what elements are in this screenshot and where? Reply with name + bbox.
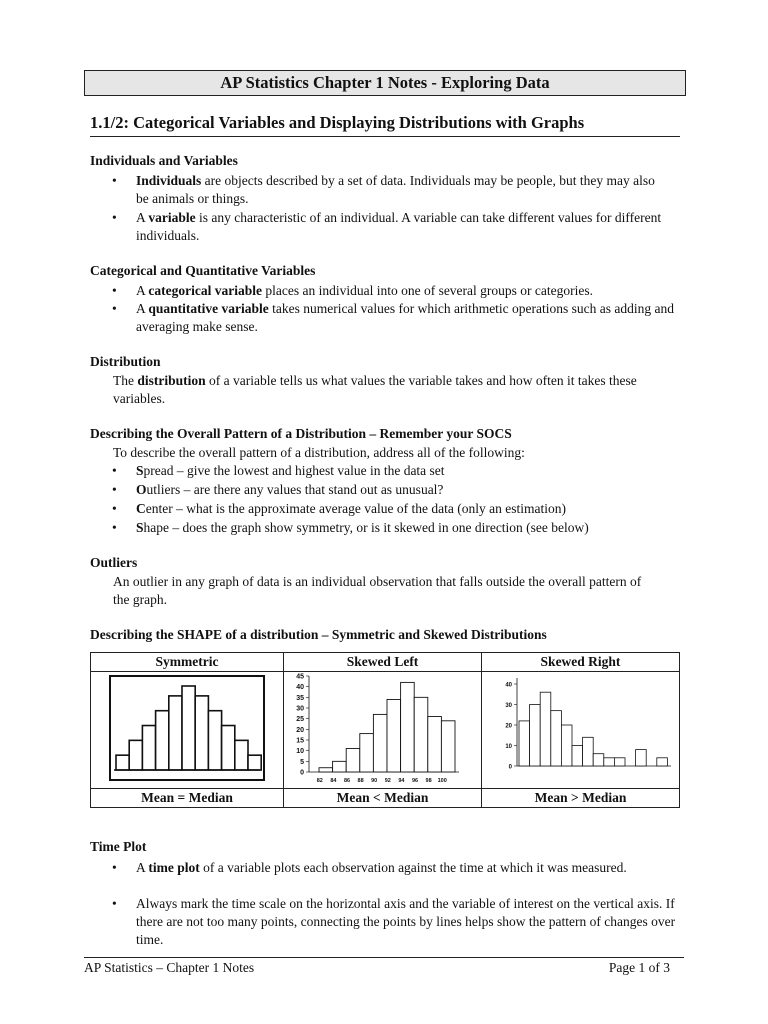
footer-page-number: Page 1 of 3 — [608, 960, 670, 975]
individuals-definition: Individuals are objects described by a set of data. Individuals may be people, but they may also be animals or things. — [136, 173, 655, 206]
skewed-right-bar — [540, 692, 551, 766]
bullet-icon: • — [112, 463, 117, 478]
skewed-left-bar — [387, 699, 401, 772]
symmetric-bar — [248, 755, 261, 770]
skewed-right-bar — [635, 750, 646, 766]
y-tick-label: 10 — [295, 748, 304, 756]
symmetric-bar — [222, 726, 235, 770]
heading-time-plot: Time Plot — [90, 839, 147, 854]
skewed-left-cell — [284, 672, 482, 789]
y-tick-label: 0 — [508, 764, 512, 771]
bullet-icon: • — [112, 501, 117, 516]
y-tick-label: 0 — [299, 769, 304, 777]
y-tick-label: 10 — [504, 744, 512, 750]
foot-symmetric: Mean = Median — [91, 789, 284, 808]
skewed-right-bar — [614, 758, 625, 766]
symmetric-bar — [182, 686, 195, 770]
y-tick-label: 5 — [299, 758, 304, 766]
skewed-right-bar — [582, 737, 593, 766]
socs-shape: Shape – does the graph show symmetry, or is it skewed in one direction (see below) — [136, 520, 589, 535]
shape-table — [90, 652, 680, 808]
symmetric-histogram — [92, 672, 282, 784]
y-tick-label: 15 — [295, 737, 304, 745]
outliers-definition: An outlier in any graph of data is an individual observation that falls outside the overall pattern of the graph. — [113, 574, 642, 607]
heading-categorical-quantitative: Categorical and Quantitative Variables — [90, 263, 316, 278]
categorical-definition: A categorical variable places an individual into one of several groups or categories. — [136, 283, 594, 298]
symmetric-bar — [116, 755, 129, 770]
y-tick-label: 40 — [295, 684, 304, 692]
bullet-icon: • — [112, 896, 117, 911]
x-tick-label: 92 — [384, 778, 391, 784]
bullet-icon: • — [112, 860, 117, 875]
skewed-left-bar — [441, 721, 455, 772]
footer-divider — [84, 957, 684, 958]
skewed-left-bar — [414, 697, 428, 772]
y-tick-label: 25 — [295, 716, 304, 724]
symmetric-bar — [208, 711, 221, 770]
foot-skewed-left: Mean < Median — [284, 789, 482, 808]
skewed-left-bar — [373, 714, 387, 772]
skewed-right-bar — [572, 746, 583, 767]
x-tick-label: 88 — [357, 778, 364, 784]
skewed-right-bar — [550, 711, 561, 766]
y-tick-label: 30 — [504, 703, 512, 709]
skewed-right-cell — [482, 672, 680, 789]
time-plot-guidance: Always mark the time scale on the horizontal axis and the variable of interest on the vertical axis. If there are not too many points, connecting the points by lines helps show the pattern of changes over time. — [136, 896, 676, 947]
skewed-left-bar — [400, 682, 414, 772]
footer-left: AP Statistics – Chapter 1 Notes — [84, 960, 255, 975]
col-skewed-left: Skewed Left — [284, 653, 482, 672]
heading-outliers: Outliers — [90, 555, 138, 570]
socs-outliers: Outliers – are there any values that stand out as unusual? — [136, 482, 444, 497]
heading-distribution: Distribution — [90, 354, 161, 369]
x-tick-label: 96 — [411, 778, 418, 784]
symmetric-bar — [156, 711, 169, 770]
skewed-right-bar — [529, 705, 540, 767]
y-tick-label: 30 — [295, 705, 304, 713]
skewed-right-bar — [519, 721, 530, 766]
skewed-right-bar — [593, 754, 604, 766]
y-tick-label: 20 — [504, 723, 512, 730]
skewed-right-bar — [561, 725, 572, 766]
symmetric-bar — [142, 726, 155, 770]
symmetric-cell — [91, 672, 284, 789]
document-title: AP Statistics Chapter 1 Notes - Exploring Data — [84, 70, 686, 96]
skewed-left-bar — [332, 761, 346, 772]
x-tick-label: 100 — [437, 778, 447, 784]
x-tick-label: 84 — [329, 778, 336, 784]
x-tick-label: 82 — [316, 778, 323, 784]
bullet-icon: • — [112, 520, 117, 535]
bullet-icon: • — [112, 482, 117, 497]
skewed-left-bar — [346, 749, 360, 772]
skewed-left-histogram — [285, 672, 481, 784]
skewed-left-bar — [359, 734, 373, 772]
skewed-left-bar — [319, 768, 333, 772]
skewed-left-bar — [427, 717, 441, 772]
col-symmetric: Symmetric — [91, 653, 284, 672]
foot-skewed-right: Mean > Median — [482, 789, 680, 808]
bullet-icon: • — [112, 283, 117, 298]
heading-shape: Describing the SHAPE of a distribution – Symmetric and Skewed Distributions — [90, 627, 547, 642]
distribution-definition: The distribution of a variable tells us what values the variable takes and how often it takes these variables. — [113, 373, 637, 406]
socs-spread: Spread – give the lowest and highest value in the data set — [136, 463, 445, 478]
symmetric-bar — [235, 740, 248, 770]
symmetric-bar — [129, 740, 142, 770]
heading-individuals: Individuals and Variables — [90, 153, 238, 168]
socs-intro: To describe the overall pattern of a distribution, address all of the following: — [113, 445, 525, 460]
socs-center: Center – what is the approximate average value of the data (only an estimation) — [136, 501, 566, 516]
skewed-right-histogram — [483, 672, 679, 784]
col-skewed-right: Skewed Right — [482, 653, 680, 672]
bullet-icon: • — [112, 173, 117, 188]
symmetric-bar — [195, 696, 208, 770]
y-tick-label: 20 — [295, 726, 304, 734]
skewed-right-bar — [603, 758, 614, 766]
bullet-icon: • — [112, 210, 117, 225]
x-tick-label: 86 — [343, 778, 350, 784]
section-title: 1.1/2: Categorical Variables and Displaying Distributions with Graphs — [90, 113, 680, 137]
x-tick-label: 98 — [425, 778, 432, 784]
y-tick-label: 35 — [295, 694, 304, 702]
quantitative-definition: A quantitative variable takes numerical values for which arithmetic operations such as adding and averaging make sense. — [136, 301, 675, 334]
y-tick-label: 40 — [504, 682, 512, 689]
skewed-right-bar — [656, 758, 667, 766]
time-plot-definition: A time plot of a variable plots each observation against the time at which it was measured. — [136, 860, 627, 875]
x-tick-label: 90 — [370, 778, 377, 784]
x-tick-label: 94 — [397, 778, 404, 784]
variable-definition: A variable is any characteristic of an individual. A variable can take different values for different individuals. — [136, 210, 662, 243]
y-tick-label: 45 — [295, 673, 304, 681]
bullet-icon: • — [112, 301, 117, 316]
heading-socs: Describing the Overall Pattern of a Distribution – Remember your SOCS — [90, 426, 512, 441]
symmetric-bar — [169, 696, 182, 770]
